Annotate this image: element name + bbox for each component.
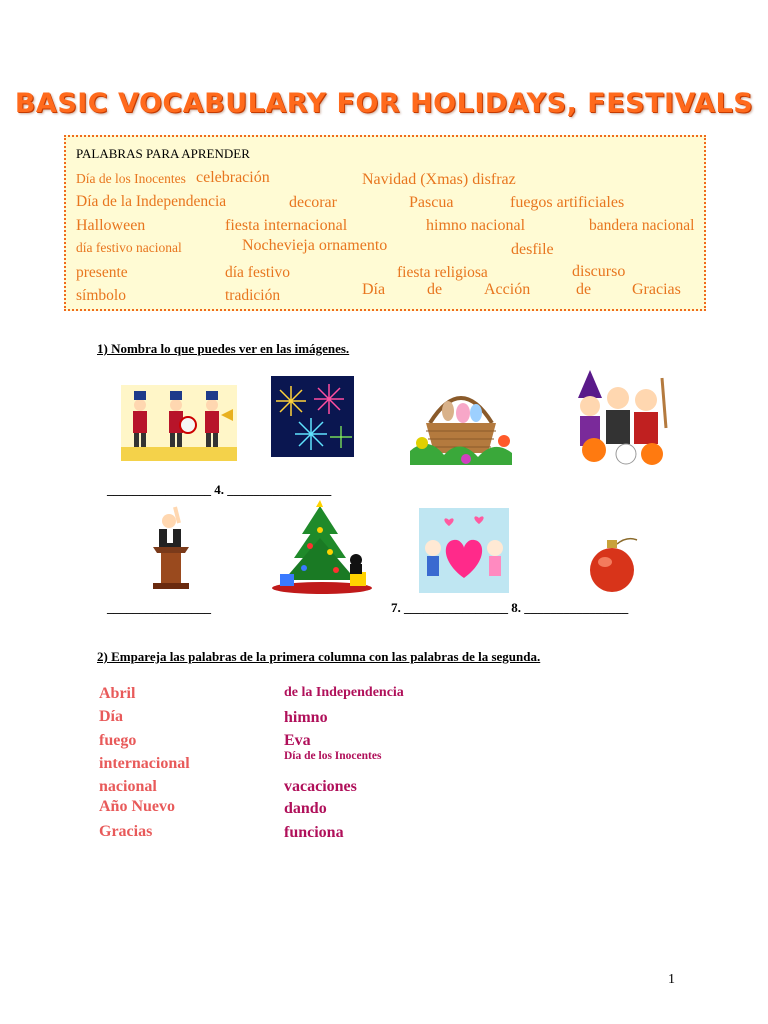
answer-lines-row1: ________________ 4. ________________ xyxy=(107,482,332,497)
vocab-word: símbolo xyxy=(76,287,126,304)
vocab-word: presente xyxy=(76,264,128,281)
match-col1-item: internacional xyxy=(99,755,190,772)
vocab-word: himno nacional xyxy=(426,217,526,234)
vocab-word: tradición xyxy=(225,287,281,304)
christmas-tree-image xyxy=(270,500,376,595)
vocab-word: Navidad (Xmas) disfraz xyxy=(362,171,516,188)
match-col2-item: Eva xyxy=(284,732,311,749)
marching-band-image xyxy=(121,385,237,461)
halloween-kids-image xyxy=(568,368,676,466)
task2-instruction: 2) Empareja las palabras de la primera columna con las palabras de la segunda. xyxy=(97,649,541,664)
match-col1-item: fuego xyxy=(99,732,137,749)
vocab-word: Pascua xyxy=(409,194,454,211)
vocab-word: Halloween xyxy=(76,217,146,234)
match-col1-item: Gracias xyxy=(99,823,153,840)
vocab-word: Día de los Inocentes xyxy=(76,171,186,186)
vocab-word: discurso xyxy=(572,263,626,280)
vocab-word: de xyxy=(576,281,592,298)
vocab-word: celebración xyxy=(196,169,270,186)
vocab-word: Acción xyxy=(484,281,531,298)
page-title: BASIC VOCABULARY FOR HOLIDAYS, FESTIVALS xyxy=(14,88,754,119)
vocab-word: Día de la Independencia xyxy=(76,193,227,210)
answer-line-row2-left: ________________ xyxy=(107,600,211,615)
easter-basket-image xyxy=(408,373,514,465)
vocab-word: fiesta religiosa xyxy=(397,264,488,281)
vocab-word: Gracias xyxy=(632,281,681,298)
match-col2-item: dando xyxy=(284,800,327,817)
match-col1-item: Abril xyxy=(99,685,136,702)
vocab-word: bandera nacional xyxy=(589,217,695,234)
fireworks-image xyxy=(271,376,354,457)
vocab-word: fuegos artificiales xyxy=(510,194,625,211)
valentine-couple-image xyxy=(419,508,509,593)
vocab-word: día festivo nacional xyxy=(76,240,182,255)
vocabulary-heading: PALABRAS PARA APRENDER xyxy=(76,146,250,161)
match-col1-item: Año Nuevo xyxy=(99,798,176,815)
match-col2-item: himno xyxy=(284,709,328,726)
match-col1-item: Día xyxy=(99,708,123,725)
vocab-word: Día xyxy=(362,281,386,298)
vocab-word: día festivo xyxy=(225,264,290,281)
vocab-word: fiesta internacional xyxy=(225,217,348,234)
match-col2-item: funciona xyxy=(284,824,344,841)
vocab-word: de xyxy=(427,281,443,298)
task1-instruction: 1) Nombra lo que puedes ver en las imágenes. xyxy=(97,341,350,356)
vocabulary-box xyxy=(64,135,706,311)
match-col2-item: Día de los Inocentes xyxy=(284,750,382,762)
vocab-word: Nochevieja ornamento xyxy=(242,237,388,254)
answer-lines-row2-right: 7. ________________ 8. ________________ xyxy=(391,600,629,615)
match-col2-item: vacaciones xyxy=(284,778,357,795)
match-col2-item: de la Independencia xyxy=(284,685,404,700)
vocab-word: desfile xyxy=(511,241,554,258)
christmas-ornament-image xyxy=(581,534,643,594)
speaker-podium-image xyxy=(143,503,195,589)
match-col1-item: nacional xyxy=(99,778,157,795)
vocab-word: decorar xyxy=(289,194,337,211)
page-number: 1 xyxy=(668,972,675,987)
